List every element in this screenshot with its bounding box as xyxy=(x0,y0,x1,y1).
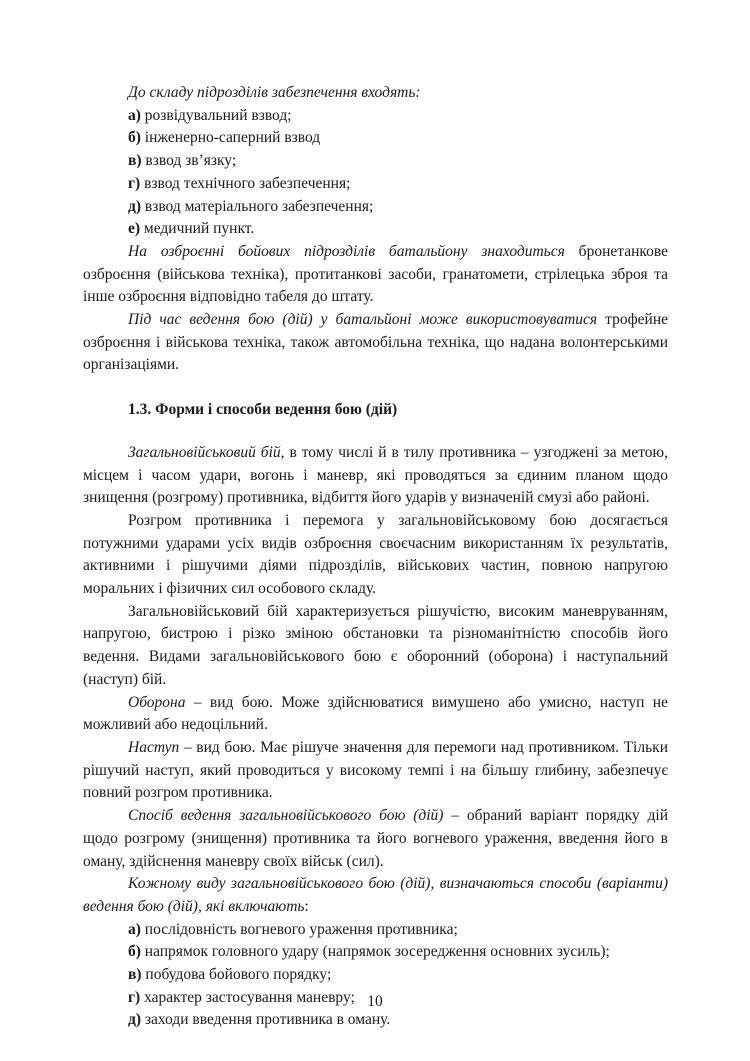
trophy-lead: Під час ведення бою (дій) у батальйоні може використовуватися xyxy=(128,311,598,329)
item-text: інженерно-саперний взвод xyxy=(140,129,321,147)
item-letter: е) xyxy=(128,220,141,238)
item-text: медичний пункт. xyxy=(140,220,255,238)
list-item xyxy=(83,150,668,173)
item-letter: б) xyxy=(128,129,141,147)
methods-list xyxy=(83,919,668,1033)
offense-text: – вид бою. Має рішуче значення для перемоги над противником. Тільки рішучий наступ, який проводиться у високому темпі і на більшу глибину, забезпечує повний розгром противника. xyxy=(83,738,668,802)
defeat-paragraph: Розгром противника і перемога у загальновійськовому бою досягається потужними ударами усіх видів озброєння своєчасним використанням їх результатів, активними і рішучими діями підрозділів, військових частин, повною напругою моральних і фізичних сил особового складу. xyxy=(83,511,668,598)
offense-term: Наступ xyxy=(128,738,180,756)
item-text: взвод технічного забезпечення; xyxy=(140,174,351,192)
item-text: взвод зв’язку; xyxy=(141,152,237,170)
item-letter: г) xyxy=(128,174,141,192)
trophy-paragraph xyxy=(83,309,668,377)
item-letter: б) xyxy=(128,943,141,961)
combined-arms-term: Загальновійськовий бій xyxy=(128,443,281,461)
section-heading: 1.3. Форми і способи ведення бою (дій) xyxy=(128,401,398,419)
list-item xyxy=(83,919,668,942)
combined-arms-text: , в тому числі й в тилу противника – узгоджені за метою, місцем і часом удари, вогонь і маневр, які проводяться за єдиним планом щодо знищення (розгрому) противника, відбиття його ударів у визначеній смузі або районі. xyxy=(83,443,668,507)
item-text: послідовність вогневого ураження противника; xyxy=(140,920,458,938)
item-text: взвод матеріального забезпечення; xyxy=(141,197,374,215)
item-text: характер застосування маневру; xyxy=(140,988,355,1006)
method-text: – обраний варіант порядку дій щодо розгрому (знищення) противника та його вогневого ураження, введення його в оману, здійснення маневру своїх військ (сил). xyxy=(83,807,668,870)
item-text: заходи введення противника в оману. xyxy=(141,1011,391,1029)
methods-intro-colon: : xyxy=(304,897,309,915)
list-item xyxy=(83,127,668,150)
defense-text: – вид бою. Може здійснюватися вимушено або умисно, наступ не можливий або недоцільний. xyxy=(83,693,668,734)
list-item xyxy=(83,196,668,219)
intro-line: До складу підрозділів забезпечення входять: xyxy=(128,84,421,101)
method-term: Спосіб ведення загальновійськового бою (дій) xyxy=(128,807,444,825)
item-text: напрямок головного удару (напрямок зосередження основних зусиль); xyxy=(140,943,610,961)
support-units-list xyxy=(83,105,668,241)
document-page xyxy=(83,82,668,1032)
list-item xyxy=(83,218,668,241)
armament-lead: На озброєнні бойових підрозділів батальйону знаходиться xyxy=(128,242,565,260)
item-letter: д) xyxy=(128,197,142,215)
list-item xyxy=(83,105,668,128)
armament-paragraph xyxy=(83,241,668,309)
methods-intro-paragraph xyxy=(83,873,668,918)
item-letter: в) xyxy=(128,966,142,984)
offense-paragraph xyxy=(83,737,668,805)
characteristics-paragraph: Загальновійськовий бій характеризується рішучістю, високим маневруванням, напругою, бистрою і різко зміною обстановки та різноманітністю способів його ведення. Видами загальновійськового бою є оборонний (оборона) і наступальний (наступ) бій. xyxy=(83,602,668,688)
item-text: розвідувальний взвод; xyxy=(140,106,292,124)
method-paragraph xyxy=(83,805,668,873)
item-letter: д) xyxy=(128,1011,142,1029)
trophy-text: трофейне озброєння і військова техніка, також автомобільна техніка, що надана волонтерськими організаціями. xyxy=(83,311,668,374)
list-item xyxy=(83,1009,668,1032)
list-item xyxy=(83,173,668,196)
combined-arms-paragraph xyxy=(83,442,668,510)
armament-text: бронетанкове озброєння (військова техніка), протитанкові засоби, гранатомети, стрілецька зброя та інше озброєння відповідно табеля до штату. xyxy=(83,242,668,306)
item-letter: в) xyxy=(128,152,142,170)
item-letter: г) xyxy=(128,988,141,1006)
page-number: 10 xyxy=(367,993,383,1010)
defense-term: Оборона xyxy=(128,693,186,711)
list-item xyxy=(83,941,668,964)
methods-intro-lead: Кожному виду загальновійськового бою (дій), визначаються способи (варіанти) ведення бою (дій), які включають xyxy=(83,875,668,915)
item-letter: а) xyxy=(128,106,141,124)
list-item xyxy=(83,964,668,987)
defense-paragraph xyxy=(83,692,668,737)
item-text: побудова бойового порядку; xyxy=(141,966,332,984)
item-letter: а) xyxy=(128,920,141,938)
